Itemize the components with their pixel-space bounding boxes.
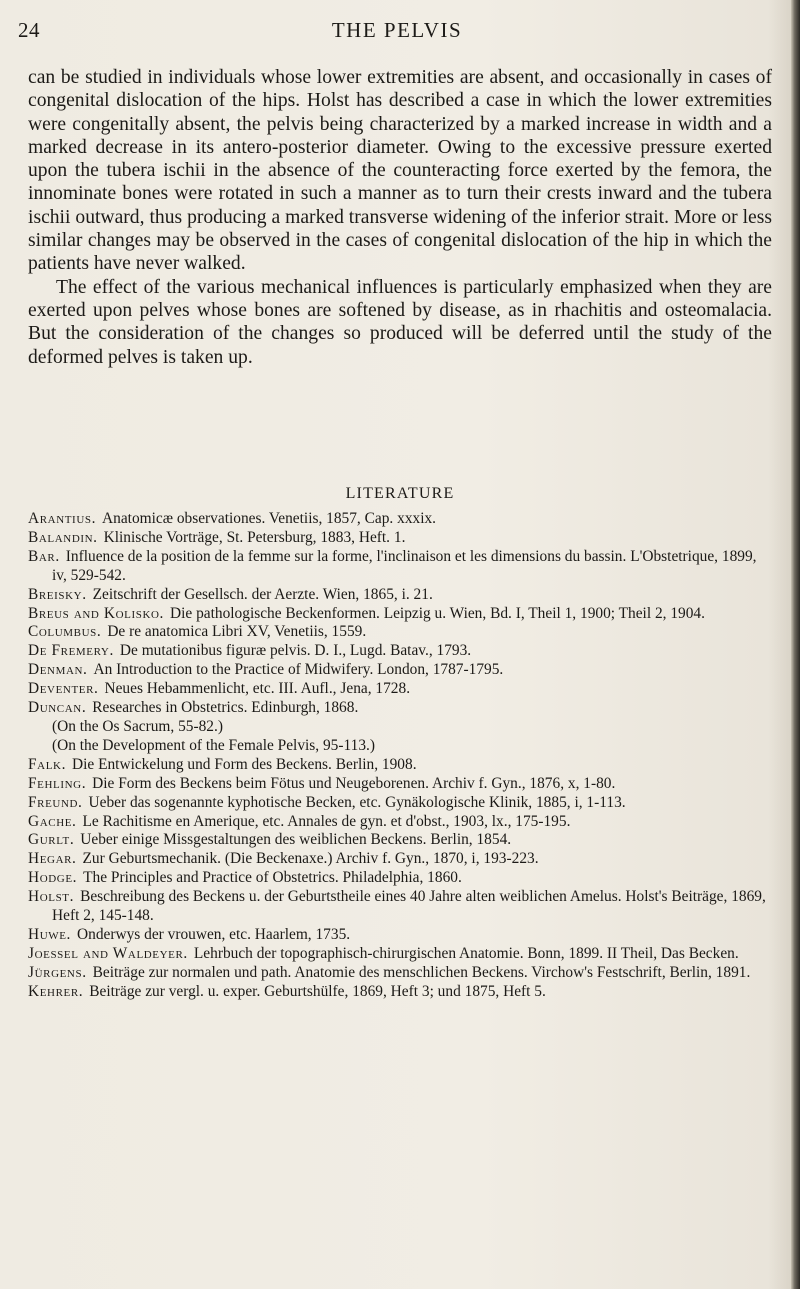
reference-text: An Introduction to the Practice of Midwifery. London, 1787-1795.	[93, 661, 504, 679]
reference-author: Holst.	[28, 888, 75, 906]
reference-entry	[28, 964, 772, 983]
reference-text: Researches in Obstetrics. Edinburgh, 1868.	[92, 699, 359, 717]
reference-author: Gache.	[28, 812, 77, 830]
reference-entry	[28, 510, 772, 529]
reference-entry	[28, 680, 772, 699]
reference-author: Kehrer.	[28, 982, 84, 1000]
reference-list	[28, 510, 772, 1002]
reference-author: Breus and Kolisko.	[28, 604, 165, 622]
reference-text: Beiträge zur vergl. u. exper. Geburtshülfe, 1869, Heft 3; und 1875, Heft 5.	[89, 982, 546, 1000]
reference-author: Joessel and Waldeyer.	[28, 944, 188, 962]
reference-author: Huwe.	[28, 925, 72, 943]
reference-text: Le Rachitisme en Amerique, etc. Annales de gyn. et d'obst., 1903, lx., 175-195.	[82, 812, 571, 830]
reference-text: Zeitschrift der Gesellsch. der Aerzte. Wien, 1865, i. 21.	[92, 585, 433, 603]
reference-author: Duncan.	[28, 699, 87, 717]
reference-author: Bar.	[28, 547, 60, 565]
paragraph: can be studied in individuals whose lower extremities are absent, and occasionally in cases of congenital dislocation of the hips. Holst has described a case in which the lower extremities were congenitally absent, the pelvis being characterized by a marked increase in width and a marked decrease in its antero-posterior diameter. Owing to the excessive pressure exerted upon the tubera ischii in the absence of the counteracting force exerted by the femora, the innominate bones were rotated in such a manner as to turn their crests inward and the tubera ischii outward, thus producing a marked transverse widening of the inferior strait. More or less similar changes may be observed in the cases of congenital dislocation of the hip in which the patients have never walked.	[28, 67, 772, 275]
reference-text: Ueber das sogenannte kyphotische Becken, etc. Gynäkologische Klinik, 1885, i, 1-113.	[88, 793, 626, 811]
reference-entry	[28, 794, 772, 813]
reference-entry	[28, 775, 772, 794]
literature-heading: LITERATURE	[345, 485, 455, 502]
reference-author: Freund.	[28, 793, 83, 811]
reference-entry	[28, 548, 772, 586]
reference-entry	[28, 756, 772, 775]
reference-author: Deventer.	[28, 680, 99, 698]
reference-text: Die pathologische Beckenformen. Leipzig u. Wien, Bd. I, Theil 1, 1900; Theil 2, 1904.	[170, 604, 705, 622]
reference-author: Gurlt.	[28, 831, 75, 849]
reference-entry	[28, 945, 772, 964]
reference-text: De re anatomica Libri XV, Venetiis, 1559.	[107, 623, 367, 641]
reference-text: (On the Os Sacrum, 55-82.)	[52, 717, 223, 735]
reference-author: De Fremery.	[28, 642, 114, 660]
reference-author: Denman.	[28, 661, 88, 679]
reference-text: Lehrbuch der topographisch-chirurgischen Anatomie. Bonn, 1899. II Theil, Das Becken.	[193, 944, 739, 962]
reference-entry	[28, 869, 772, 888]
reference-author: Columbus.	[28, 623, 102, 641]
reference-entry	[28, 661, 772, 680]
reference-author: Balandin.	[28, 528, 98, 546]
reference-author: Hegar.	[28, 850, 77, 868]
binding-edge	[791, 0, 800, 1289]
reference-entry	[28, 926, 772, 945]
reference-entry	[28, 831, 772, 850]
reference-entry	[28, 623, 772, 642]
reference-text: Anatomicæ observationes. Venetiis, 1857, Cap. xxxix.	[102, 510, 437, 527]
reference-entry	[28, 586, 772, 605]
reference-entry	[28, 888, 772, 926]
reference-text: Neues Hebammenlicht, etc. III. Aufl., Jena, 1728.	[104, 680, 411, 698]
paragraph: The effect of the various mechanical influences is particularly emphasized when they are exerted upon pelves whose bones are softened by disease, as in rhachitis and osteomalacia. But the consideration of the changes so produced will be deferred until the study of the deformed pelves is taken up.	[28, 276, 772, 368]
reference-text: Beschreibung des Beckens u. der Geburtstheile eines 40 Jahre alten weiblichen Amelus. Holst's Beiträge, 1869, Heft 2, 145-148.	[52, 888, 766, 925]
reference-author: Falk.	[28, 755, 67, 773]
page-number: 24	[18, 18, 40, 42]
reference-text: Klinische Vorträge, St. Petersburg, 1883, Heft. 1.	[103, 528, 406, 546]
reference-entry	[28, 699, 772, 718]
reference-text: Die Form des Beckens beim Fötus und Neugeborenen. Archiv f. Gyn., 1876, x, 1-80.	[92, 774, 616, 792]
reference-text: Beiträge zur normalen und path. Anatomie des menschlichen Beckens. Virchow's Festschrift, Berlin, 1891.	[92, 963, 751, 981]
reference-entry	[28, 813, 772, 832]
page-header	[18, 18, 776, 48]
reference-entry	[28, 983, 772, 1002]
reference-entry	[28, 737, 772, 756]
reference-text: (On the Development of the Female Pelvis, 95-113.)	[52, 736, 375, 754]
reference-text: The Principles and Practice of Obstetrics. Philadelphia, 1860.	[83, 869, 462, 887]
reference-text: Influence de la position de la femme sur la forme, l'inclinaison et les dimensions du bassin. L'Obstetrique, 1899, iv, 529-542.	[52, 547, 757, 584]
reference-entry	[28, 642, 772, 661]
reference-text: Die Entwickelung und Form des Beckens. Berlin, 1908.	[72, 755, 417, 773]
body-text	[28, 66, 772, 369]
reference-entry	[28, 529, 772, 548]
reference-author: Hodge.	[28, 869, 78, 887]
reference-text: Zur Geburtsmechanik. (Die Beckenaxe.) Archiv f. Gyn., 1870, i, 193-223.	[82, 850, 539, 868]
reference-text: Onderwys der vrouwen, etc. Haarlem, 1735.	[77, 925, 351, 943]
reference-entry	[28, 718, 772, 737]
reference-author: Arantius.	[28, 510, 97, 527]
reference-author: Breisky.	[28, 585, 87, 603]
reference-entry	[28, 850, 772, 869]
reference-entry	[28, 605, 772, 624]
running-head: THE PELVIS	[331, 18, 463, 42]
reference-author: Fehling.	[28, 774, 87, 792]
reference-author: Jürgens.	[28, 963, 87, 981]
reference-text: Ueber einige Missgestaltungen des weiblichen Beckens. Berlin, 1854.	[80, 831, 512, 849]
reference-text: De mutationibus figuræ pelvis. D. I., Lugd. Batav., 1793.	[119, 642, 472, 660]
